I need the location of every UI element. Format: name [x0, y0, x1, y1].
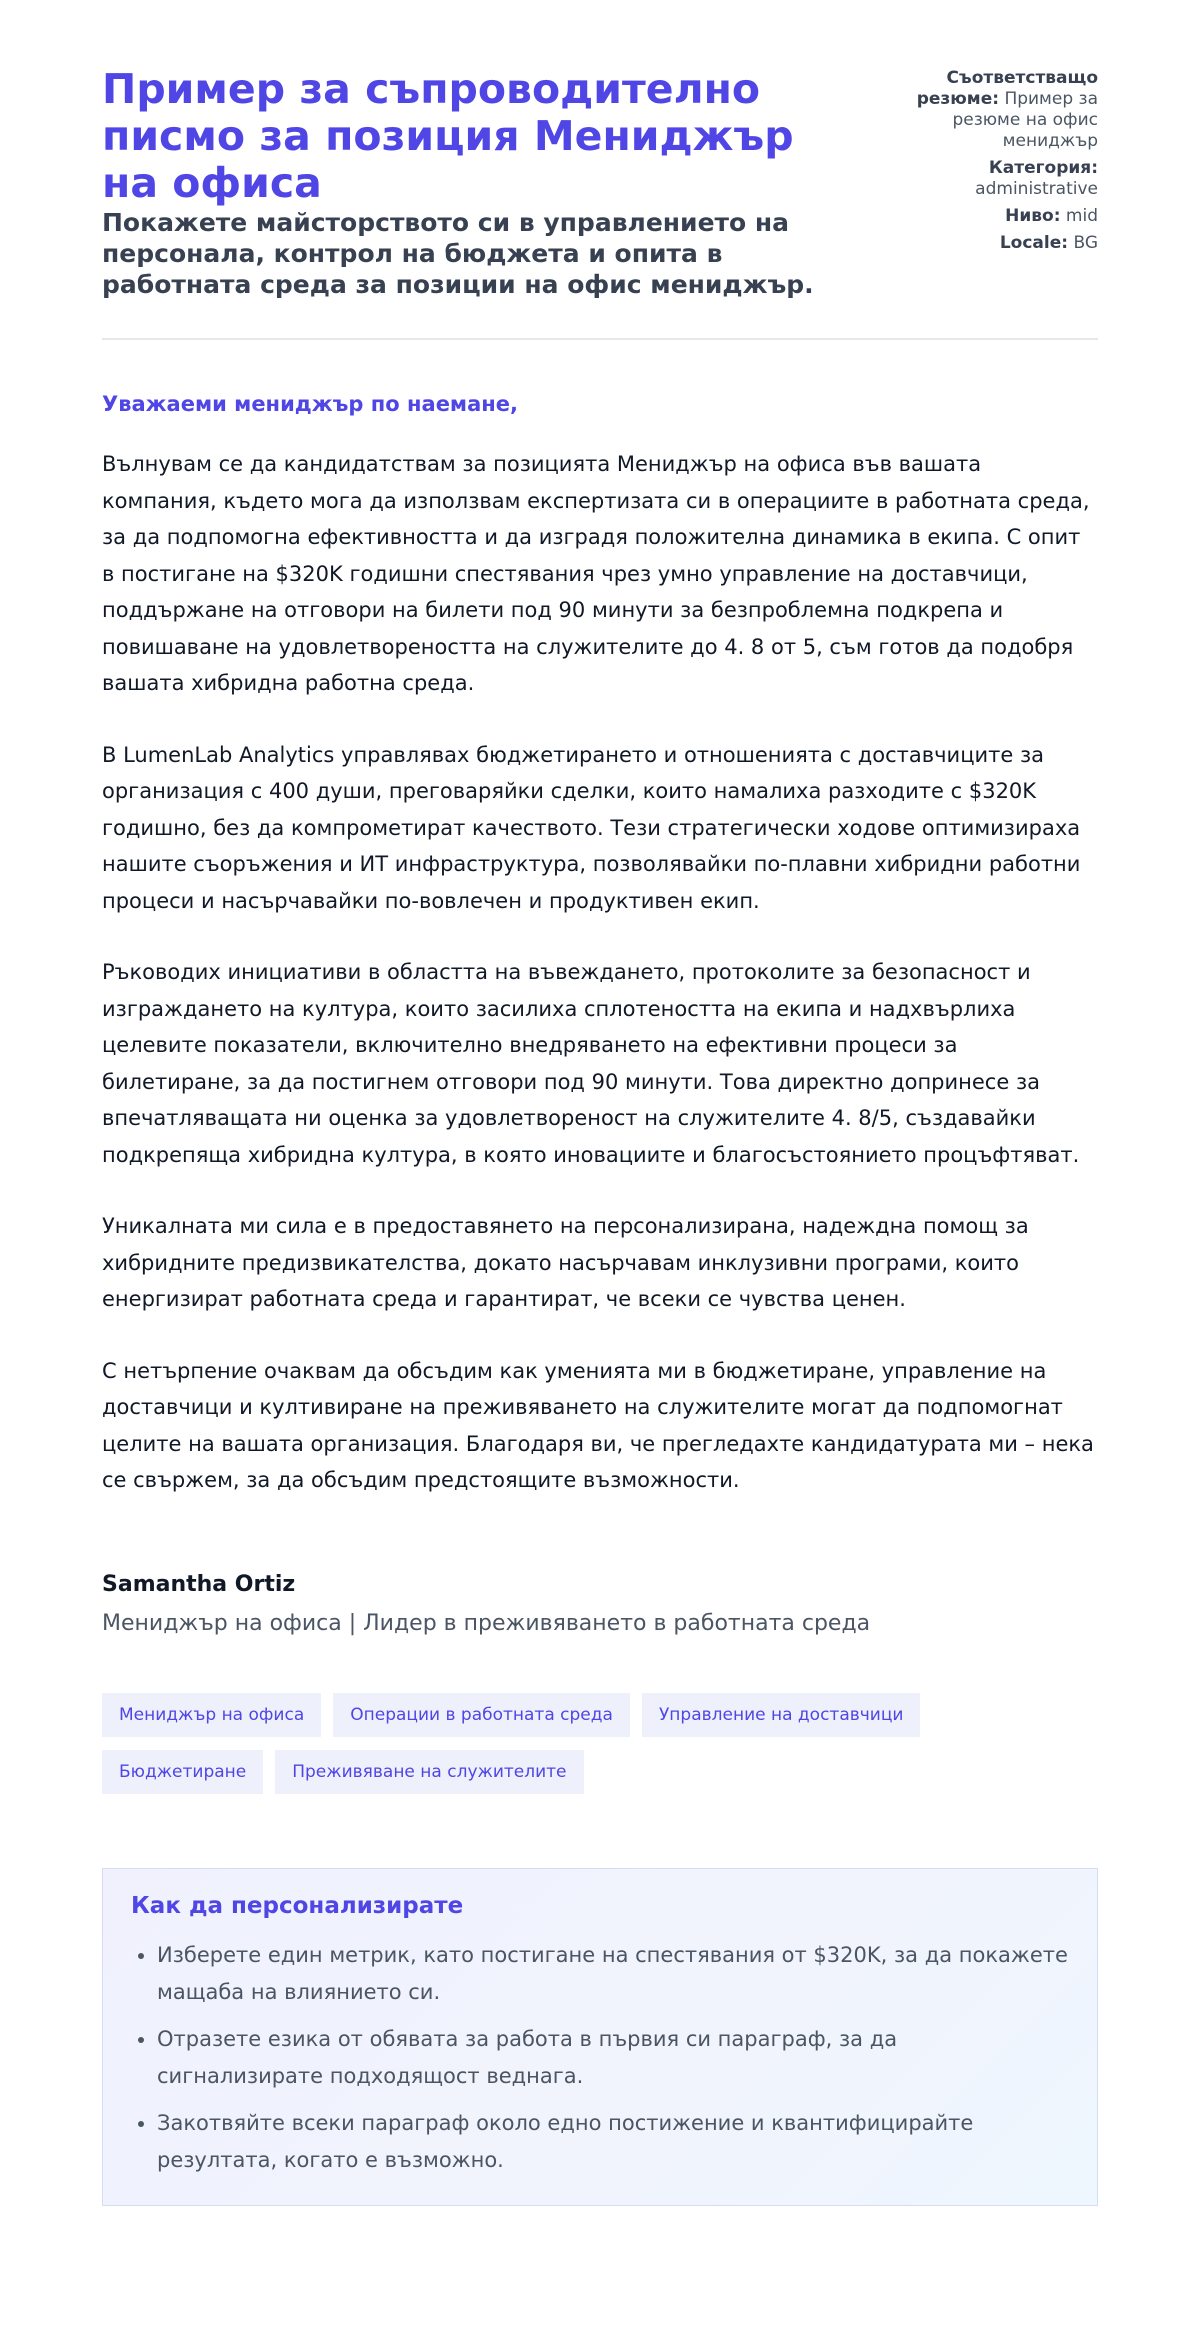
meta-locale [868, 233, 1098, 254]
personalize-tips-box [102, 1868, 1098, 2206]
page-header [102, 66, 1098, 340]
letter-paragraph: Ръководих инициативи в областта на въвеждането, протоколите за безопасност и изграждането на култура, които засилиха сплотеността на екипа и надхвърлиха целевите показатели, включително внедряването на ефективни процеси за билетиране, за да постигнем отговори под 90 минути. Това директно допринесе за впечатляващата ни оценка за удовлетвореност на служителите 4. 8/5, създавайки подкрепяща хибридна култура, в която иновациите и благосъстоянието процъфтяват. [102, 960, 1080, 1167]
meta-panel [868, 66, 1098, 260]
page-subtitle: Покажете майсторството си в управлението на персонала, контрол на бюджета и опита в работната среда за позиции на офис мениджър. [102, 208, 814, 299]
tip-item: • Изберете един метрик, като постигане на спестявания от $320K, за да покажете мащаба на влиянието си. [157, 1937, 1069, 2011]
signature-name: Samantha Ortiz [102, 1571, 296, 1597]
page-title: Пример за съпроводително писмо за позиция Мениджър на офиса [102, 65, 794, 207]
skill-tag[interactable]: Преживяване на служителите [275, 1750, 583, 1794]
meta-resume-value[interactable]: Пример за резюме на офис мениджър [952, 89, 1098, 151]
letter-paragraph: Вълнувам се да кандидатствам за позицията Мениджър на офиса във вашата компания, където мога да използвам експертизата си в операциите в работната среда, за да подпомогна ефективността и да изградя положителна динамика в екипа. С опит в постигане на $320K годишни спестявания чрез умно управление на доставчици, поддържане на отговори на билети под 90 минути за безпроблемна подкрепа и повишаване на удовлетвореността на служителите до 4. 8 от 5, съм готов да подобря вашата хибридна работна среда. [102, 452, 1090, 695]
tip-item: • Закотвяйте всеки параграф около едно постижение и квантифицирайте резултата, когато е възможно. [157, 2105, 1069, 2179]
meta-category [868, 158, 1098, 200]
skill-tag[interactable]: Бюджетиране [102, 1750, 263, 1794]
tip-item: • Отразете езика от обявата за работа в първия си параграф, за да сигнализирате подходящост веднага. [157, 2021, 1069, 2095]
letter-paragraph: Уникалната ми сила е в предоставянето на персонализирана, надеждна помощ за хибридните предизвикателства, докато насърчавам инклузивни програми, които енергизират работната среда и гарантират, че всеки се чувства ценен. [102, 1214, 1029, 1311]
tips-list [131, 1937, 1069, 2179]
meta-category-label: Категория: [988, 158, 1098, 178]
meta-level [868, 206, 1098, 227]
title-block [102, 66, 852, 300]
letter-greeting: Уважаеми мениджър по наемане, [102, 392, 519, 416]
letter-paragraph: С нетърпение очаквам да обсъдим как уменията ми в бюджетиране, управление на доставчици и култивиране на преживяването на служителите могат да подпомогнат целите на вашата организация. Благодаря ви, че прегледахте кандидатурата ми – нека се свържем, за да обсъдим предстоящите възможности. [102, 1358, 1094, 1492]
signature-title: Мениджър на офиса | Лидер в преживяването в работната среда [102, 1610, 871, 1636]
tips-title: Как да персонализирате [131, 1892, 464, 1919]
meta-resume-label: Съответстващо резюме: [916, 68, 1098, 109]
skill-tags [102, 1693, 1002, 1794]
skill-tag[interactable]: Операции в работната среда [333, 1693, 630, 1737]
cover-letter-page [102, 0, 1098, 2206]
meta-category-value: administrative [975, 179, 1098, 199]
letter-paragraph: В LumenLab Analytics управлявах бюджетирането и отношенията с доставчиците за организация с 400 души, преговаряйки сделки, които намалиха разходите с $320K годишно, без да компрометират качеството. Тези стратегически ходове оптимизираха нашите съоръжения и ИТ инфраструктура, позволявайки по-плавни хибридни работни процеси и насърчавайки по-вовлечен и продуктивен екип. [102, 742, 1081, 913]
meta-locale-label: Locale: [999, 233, 1069, 253]
meta-resume [868, 68, 1098, 152]
meta-level-value: mid [1065, 206, 1098, 226]
skill-tag[interactable]: Мениджър на офиса [102, 1693, 321, 1737]
letter-body [102, 392, 1098, 1499]
meta-level-label: Ниво: [1005, 206, 1061, 226]
skill-tag[interactable]: Управление на доставчици [642, 1693, 921, 1737]
meta-locale-value: BG [1073, 233, 1098, 253]
